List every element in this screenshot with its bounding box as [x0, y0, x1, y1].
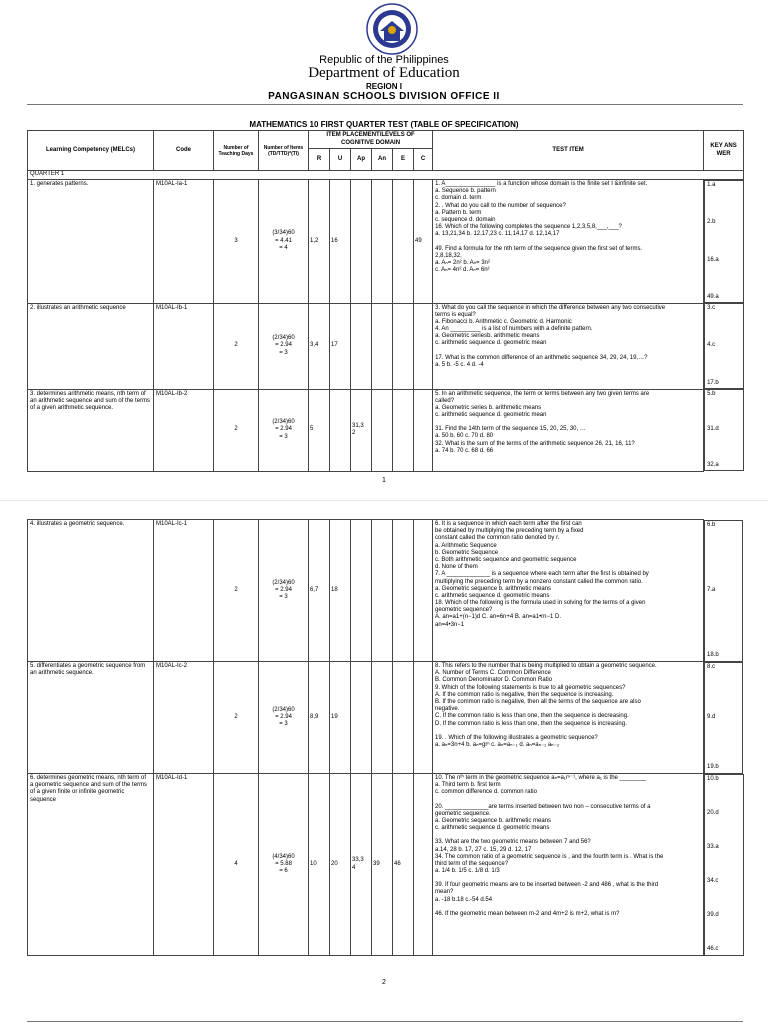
- col-items: Number of Items (TD/TTD)*(TI): [259, 131, 309, 171]
- col-days: Number of Teaching Days: [214, 131, 259, 171]
- quarter-label: QUARTER 1: [28, 171, 744, 180]
- level-ap: [351, 520, 372, 662]
- test-item-line: terms is equal?: [435, 311, 476, 318]
- teaching-days: 3: [214, 180, 259, 304]
- items-formula: [259, 774, 309, 956]
- items-formula-line: = 4.41: [275, 237, 292, 244]
- answer-key: 20.d: [707, 809, 719, 816]
- test-item-line: c. common difference d. common ratio: [435, 789, 537, 796]
- competency-row: [28, 389, 744, 471]
- test-item-line: [435, 904, 701, 911]
- test-item-line: called?: [435, 397, 455, 404]
- answer-key: 10.b: [707, 775, 719, 782]
- answer-key: 32.a: [707, 461, 719, 468]
- competency-text: 5. differentiates a geometric sequence from an arithmetic sequence.: [28, 662, 154, 774]
- deped-seal-logo: [366, 3, 418, 55]
- level-e: [393, 389, 414, 471]
- test-item-line: 3. What do you call the sequence in which the difference between any two consecutive: [435, 304, 666, 311]
- test-item-line: a. Geometric series b. arithmetic means: [435, 404, 542, 411]
- col-code: Code: [154, 131, 214, 171]
- competency-row: [28, 520, 744, 662]
- header-office: PANGASINAN SCHOOLS DIVISION OFFICE II: [268, 91, 500, 102]
- test-item-line: a. 1/4 b. 1/5 c. 1/8 d. 1/3: [435, 868, 500, 875]
- answer-key: 8.c: [707, 663, 716, 670]
- level-c: [414, 389, 433, 471]
- competency-row: [28, 180, 744, 304]
- col-competency: Learning Competency (MELCs): [28, 131, 154, 171]
- test-item-line: a. Sequence b. pattern: [435, 188, 496, 195]
- level-r: 1,2: [309, 180, 330, 304]
- level-u: 19: [330, 662, 351, 774]
- test-items: [433, 303, 704, 389]
- competency-code: M10AL-Ic-1: [154, 520, 214, 662]
- answer-keys: [704, 389, 744, 471]
- competency-code: M10AL-Ic-2: [154, 662, 214, 774]
- items-formula: [259, 389, 309, 471]
- test-item-line: negative.: [435, 706, 460, 713]
- level-ap: [351, 303, 372, 389]
- teaching-days: 4: [214, 774, 259, 956]
- test-items: [433, 774, 704, 956]
- items-formula: [259, 520, 309, 662]
- header-region: REGION I: [365, 82, 402, 91]
- items-formula-line: (2/34)60: [272, 335, 295, 342]
- test-item-line: [435, 419, 701, 426]
- level-u: 17: [330, 303, 351, 389]
- competency-code: M10AL-Ib-1: [154, 303, 214, 389]
- test-item-line: 16. Which of the following completes the sequence 1,2,3,5,8,___,___?: [435, 224, 622, 231]
- level-r: 8,9: [309, 662, 330, 774]
- level-c: [414, 303, 433, 389]
- competency-text: 2. illustrates an arithmetic sequence: [28, 303, 154, 389]
- items-formula-line: (2/34)60: [272, 419, 295, 426]
- col-e: E: [393, 149, 414, 171]
- answer-key: 16.a: [707, 256, 719, 263]
- test-item-line: 46. If the geometric mean between m-2 and 4m+2 is m+2, what is m?: [435, 910, 620, 917]
- items-formula: [259, 180, 309, 304]
- level-ap: [351, 662, 372, 774]
- test-item-line: D. If the common ratio is less than one, then the sequence is increasing.: [435, 720, 627, 727]
- test-item-line: a. Third term b. first term: [435, 782, 501, 789]
- answer-keys: [704, 180, 744, 303]
- level-e: [393, 520, 414, 662]
- items-formula-line: = 2.94: [275, 342, 292, 349]
- answer-keys: [704, 774, 744, 956]
- test-item-line: a. Pattern b. term: [435, 209, 482, 216]
- answer-key: 9.d: [707, 713, 716, 720]
- answer-keys: [704, 303, 744, 389]
- teaching-days: 2: [214, 303, 259, 389]
- col-key: KEY ANS WER: [704, 131, 744, 171]
- tos-table-page-2: [27, 519, 744, 956]
- test-item-line: c. sequence d. domain: [435, 216, 496, 223]
- test-item-line: A. Number of Terms C. Common Difference: [435, 670, 551, 677]
- competency-text: 6. determines geometric means, nth term of a geometric sequence and sum of the terms of a given finite or infinite geometric sequence: [28, 774, 154, 956]
- col-u: U: [330, 149, 351, 171]
- level-e: [393, 180, 414, 304]
- test-item-line: a. aₙ=3n+4 b. aₙ=grⁿ c. aₙ=aₙ₋₁ d. aₙ=aₙ₋₁ aₙ₋₂: [435, 741, 560, 748]
- items-formula-line: (2/34)60: [272, 706, 295, 713]
- answer-key: 34.c: [707, 877, 719, 884]
- level-an: [372, 180, 393, 304]
- competency-text: 1. generates patterns.: [28, 180, 154, 304]
- competency-row: [28, 662, 744, 774]
- answer-key: 1.a: [707, 182, 716, 188]
- test-item-line: c. arithmetic sequence d. geometric means: [435, 592, 550, 599]
- answer-key: 31.d: [707, 426, 719, 433]
- test-item-line: 4. An _________ is a list of numbers with a definite pattern.: [435, 326, 593, 333]
- test-item-line: a. Aₙ= 2n² b. Aₙ= 3n²: [435, 259, 490, 266]
- test-item-line: a. Arithmetic Sequence: [435, 542, 497, 549]
- test-item-line: c. arithmetic sequence d. geometric means: [435, 825, 550, 832]
- teaching-days: 2: [214, 520, 259, 662]
- competency-row: [28, 303, 744, 389]
- test-item-line: 6. It is a sequence in which each term after the first can: [435, 521, 582, 527]
- level-e: [393, 662, 414, 774]
- header-divider: [27, 104, 743, 105]
- level-ap: 33,3 4: [351, 774, 372, 956]
- teaching-days: 2: [214, 389, 259, 471]
- test-item-line: 33. What are the two geometric means between 7 and 56?: [435, 839, 591, 846]
- test-item-line: a. Fibonacci b. Arithmetic c. Geometric d. Harmonic: [435, 318, 572, 325]
- test-item-line: 17. What is the common difference of an arithmetic sequence 34, 29, 24, 19,…?: [435, 354, 648, 361]
- test-item-line: A. an=a1+(n−1)d C. an=6n+4 B. an=a1•rn−1 D.: [435, 614, 562, 621]
- test-items: [433, 662, 704, 774]
- items-formula-line: = 3: [279, 349, 288, 356]
- items-formula-line: = 4: [279, 244, 288, 251]
- items-formula-line: (3/34)60: [272, 230, 295, 237]
- test-items: [433, 389, 704, 471]
- items-formula-line: = 3: [279, 433, 288, 440]
- test-item-line: a. 50 b. 60 c. 70 d. 80: [435, 433, 494, 440]
- competency-row: [28, 774, 744, 956]
- items-formula-line: = 3: [279, 721, 288, 728]
- tos-table-page-1: [27, 130, 744, 472]
- test-item-line: 49. Find a formula for the nth term of the sequence given the first set of terms.: [435, 245, 643, 252]
- items-formula-line: (2/34)60: [272, 579, 295, 586]
- answer-key: 5.b: [707, 391, 716, 397]
- level-an: 39: [372, 774, 393, 956]
- level-an: [372, 520, 393, 662]
- test-item-line: 19. . Which of the following illustrates a geometric sequence?: [435, 734, 598, 741]
- test-item-line: [435, 239, 701, 246]
- test-item-line: c. Aₙ= 4n² d. Aₙ= 6n²: [435, 267, 490, 274]
- items-formula: [259, 662, 309, 774]
- level-c: [414, 662, 433, 774]
- footer-divider: [27, 1021, 743, 1022]
- test-item-line: be obtained by multiplying the preceding term by a fixed: [435, 528, 584, 535]
- answer-key: 2.b: [707, 219, 716, 226]
- test-item-line: geometric sequence.: [435, 810, 491, 817]
- level-u: [330, 389, 351, 471]
- answer-key: 39.d: [707, 912, 719, 919]
- col-placement: ITEM PLACEMENT/LEVELS OF COGNITIVE DOMAIN: [309, 131, 433, 149]
- level-e: 46: [393, 774, 414, 956]
- test-item-line: [435, 728, 701, 735]
- items-formula-line: = 2.94: [275, 713, 292, 720]
- test-item-line: [435, 875, 701, 882]
- test-item-line: B. Common Denominator D. Common Ratio: [435, 677, 553, 684]
- test-item-line: c. domain d. term: [435, 195, 482, 202]
- test-item-line: a. Geometric seriesb. arithmetic means: [435, 333, 540, 340]
- competency-text: 3. determines arithmetic means, nth term of an arithmetic sequence and sum of the terms of a given arithmetic sequence.: [28, 389, 154, 471]
- test-item-line: a. 74 b. 70 c. 68 d. 66: [435, 447, 494, 454]
- level-c: [414, 520, 433, 662]
- answer-keys: [704, 520, 743, 662]
- answer-key: 17.b: [707, 379, 719, 386]
- answer-key: 19.b: [707, 764, 719, 771]
- test-item-line: c. Both arithmetic sequence and geometric sequence: [435, 556, 577, 563]
- page-number-2: 2: [382, 979, 386, 986]
- level-r: 6,7: [309, 520, 330, 662]
- answer-key: 49.a: [707, 293, 719, 300]
- test-item-line: a. 5 b. -5 c. 4 d. -4: [435, 361, 484, 368]
- col-r: R: [309, 149, 330, 171]
- test-item-line: [435, 348, 701, 355]
- items-formula-line: (4/34)60: [272, 853, 295, 860]
- col-an: An: [372, 149, 393, 171]
- competency-code: M10AL-Ib-2: [154, 389, 214, 471]
- test-item-line: an=4•3n−1: [435, 621, 465, 628]
- test-item-line: c. arithmetic sequence d. geometric mean: [435, 340, 547, 347]
- answer-keys: [704, 662, 743, 774]
- test-item-line: constant called the common ratio denoted by r.: [435, 535, 560, 542]
- test-item-line: A. If the common ratio is negative, then the sequence is increasing.: [435, 691, 614, 698]
- items-formula-line: = 2.94: [275, 586, 292, 593]
- competency-code: M10AL-Ia-1: [154, 180, 214, 304]
- test-item-line: a.14, 28 b. 17, 27 c. 15, 29 d. 12, 17: [435, 846, 532, 853]
- items-formula: [259, 303, 309, 389]
- answer-key: 33.a: [707, 843, 719, 850]
- test-item-line: 8. This refers to the number that is being multiplied to obtain a geometric sequence.: [435, 663, 657, 669]
- test-item-line: c. arithmetic sequence d. geometric mean: [435, 412, 547, 419]
- level-u: 16: [330, 180, 351, 304]
- answer-key: 46.c: [707, 946, 719, 953]
- level-e: [393, 303, 414, 389]
- test-item-line: 31. Find the 14th term of the sequence 15, 20, 25, 30, …: [435, 426, 586, 433]
- test-items: [433, 180, 704, 304]
- items-formula-line: = 2.94: [275, 426, 292, 433]
- page-separator: [0, 500, 768, 501]
- test-item-line: [435, 832, 701, 839]
- level-r: 10: [309, 774, 330, 956]
- test-item-line: 5. In an arithmetic sequence, the term or terms between any two given terms are: [435, 390, 650, 397]
- test-item-line: d. None of them: [435, 564, 478, 571]
- test-items: [433, 520, 704, 662]
- level-r: 5: [309, 389, 330, 471]
- test-item-line: a. Geometric sequence b. arithmetic means: [435, 817, 552, 824]
- level-r: 3,4: [309, 303, 330, 389]
- teaching-days: 2: [214, 662, 259, 774]
- test-item-line: 10. The nᵗʰ term in the geometric sequence aₙ=a₁rⁿ⁻¹, where a₁ is the ________: [435, 775, 647, 781]
- page-number-1: 1: [382, 477, 386, 484]
- test-item-line: b. Geometric Sequence: [435, 549, 499, 556]
- test-item-line: C. If the common ratio is less than one, then the sequence is decreasing.: [435, 713, 629, 720]
- test-item-line: 39. If four geometric means are to be inserted between -2 and 486 , what is the third: [435, 882, 659, 889]
- test-item-line: 2. . What do you call to the number of sequence?: [435, 202, 566, 209]
- level-u: 18: [330, 520, 351, 662]
- level-an: [372, 662, 393, 774]
- answer-key: 4.c: [707, 342, 716, 349]
- document-title: MATHEMATICS 10 FIRST QUARTER TEST (TABLE OF SPECIFICATION): [249, 120, 519, 129]
- test-item-line: multiplying the preceding term by a nonzero constant called the common ratio.: [435, 578, 643, 585]
- level-c: [414, 774, 433, 956]
- answer-key: 3.c: [707, 305, 716, 311]
- level-u: 20: [330, 774, 351, 956]
- level-an: [372, 303, 393, 389]
- test-item-line: a. 13,21,34 b. 12,17,23 c. 11,14,17 d. 12,14,17: [435, 231, 560, 238]
- level-an: [372, 389, 393, 471]
- col-ap: Ap: [351, 149, 372, 171]
- test-item-line: geometric sequence?: [435, 607, 493, 614]
- answer-key: 6.b: [707, 521, 716, 528]
- col-test-item: TEST ITEM: [433, 131, 704, 171]
- level-c: 49: [414, 180, 433, 304]
- items-formula-line: = 5.88: [275, 860, 292, 867]
- level-ap: 31,3 2: [351, 389, 372, 471]
- header-department: Department of Education: [308, 65, 460, 81]
- test-item-line: third term of the sequence?: [435, 860, 509, 867]
- test-item-line: 34. The common ratio of a geometric sequence is , and the fourth term is . What is the: [435, 853, 664, 860]
- level-ap: [351, 180, 372, 304]
- test-item-line: [435, 797, 701, 804]
- test-item-line: mean?: [435, 889, 454, 896]
- test-item-line: 7. A _____________ is a sequence where each term after the first is obtained by: [435, 571, 649, 578]
- answer-key: 7.a: [707, 586, 716, 593]
- items-formula-line: = 3: [279, 594, 288, 601]
- answer-key: 18.b: [707, 652, 719, 659]
- test-item-line: a. Geometric sequence b. arithmetic means: [435, 585, 552, 592]
- col-c: C: [414, 149, 433, 171]
- test-item-line: 18. Which of the following is the formula used in solving for the terms of a given: [435, 600, 646, 607]
- test-item-line: B. If the common ratio is negative, then all the terms of the sequence are also: [435, 698, 641, 705]
- test-item-line: 20. _____________are terms inserted between two non – consecutive terms of a: [435, 803, 651, 810]
- test-item-line: a. -18 b.18 c.-54 d.54: [435, 896, 493, 903]
- test-item-line: 1. A_______________ is a function whose domain is the finite set I &infinite set.: [435, 181, 648, 187]
- test-item-line: 2,8,18,32,: [435, 252, 462, 259]
- test-item-line: 32. What is the sum of the terms of the arithmetic sequence 26, 21, 16, 11?: [435, 440, 635, 447]
- competency-text: 4. illustrates a geometric sequence.: [28, 520, 154, 662]
- test-item-line: 9. Which of the following statements is true to all geometric sequences?: [435, 684, 626, 691]
- competency-code: M10AL-Id-1: [154, 774, 214, 956]
- header-republic: Republic of the Philippines: [319, 54, 449, 66]
- items-formula-line: = 6: [279, 868, 288, 875]
